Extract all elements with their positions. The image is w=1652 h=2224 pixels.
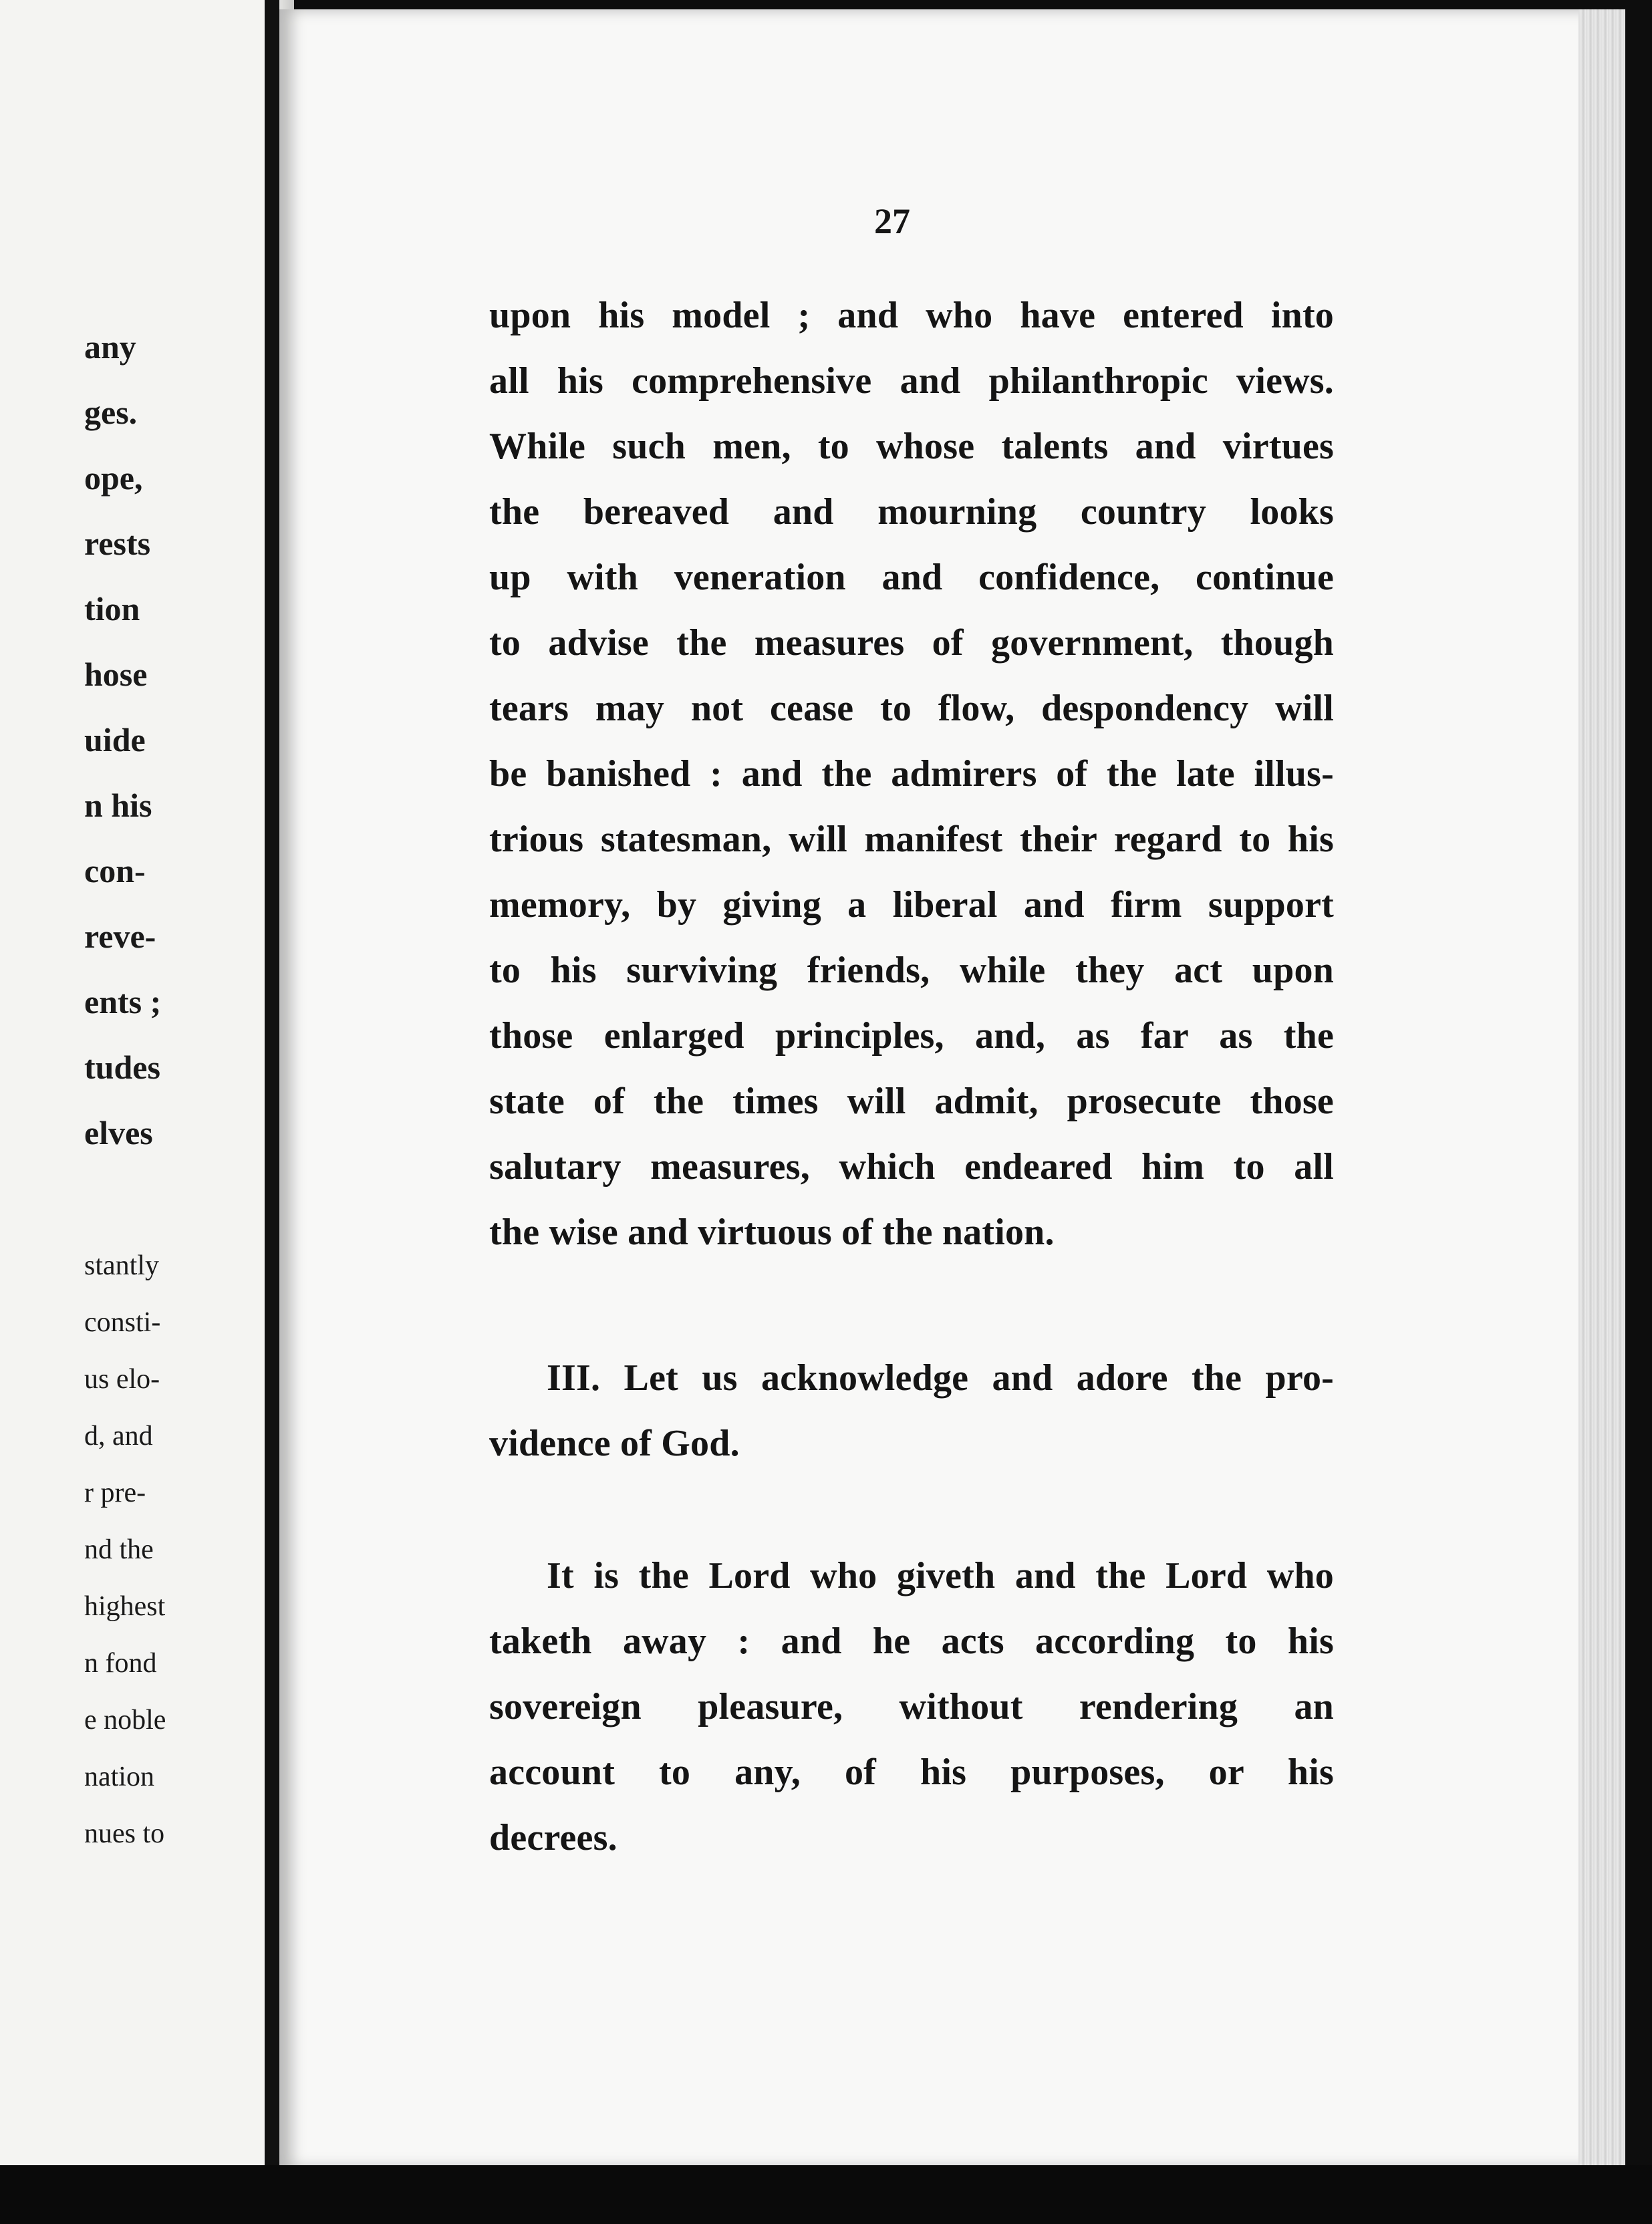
left-page-line: con- [84,852,146,889]
left-page-line: highest [84,1591,166,1622]
body-line: salutary measures, which endeared him to all [489,1146,1334,1188]
page-edges [1578,9,1625,2168]
left-page-line: tion [84,590,140,628]
book-gutter [265,0,279,2172]
body-line: tears may not cease to flow, despondency will [489,688,1334,729]
left-page-line: nation [84,1762,154,1792]
body-line: trious statesman, will manifest their regard to his [489,819,1334,860]
left-page-line: r pre- [84,1478,146,1508]
left-page-line: stantly [84,1250,159,1281]
left-page-line: nd the [84,1534,154,1565]
body-line: taketh away : and he acts according to his [489,1621,1334,1662]
body-line: to advise the measures of government, though [489,622,1334,664]
scan-background [0,2165,1652,2224]
left-page-line: ges. [84,394,138,431]
body-line: It is the Lord who giveth and the Lord who [547,1555,1334,1596]
body-line: memory, by giving a liberal and firm support [489,884,1334,926]
left-page-line: d, and [84,1421,153,1451]
body-line: the bereaved and mourning country looks [489,491,1334,533]
left-page-line: e noble [84,1705,166,1735]
left-page-line: us elo- [84,1364,160,1395]
body-line: be banished : and the admirers of the late illus- [489,753,1334,795]
left-page-line: reve- [84,918,156,955]
left-page-line: any [84,328,136,366]
body-line: upon his model ; and who have entered into [489,295,1334,336]
body-line: state of the times will admit, prosecute those [489,1081,1334,1122]
left-page-line: hose [84,656,148,693]
body-line: account to any, of his purposes, or his [489,1752,1334,1793]
left-page-line: nues to [84,1818,165,1849]
section-heading-line: vidence of God. [489,1423,740,1464]
page-number: 27 [874,201,910,241]
body-line: the wise and virtuous of the nation. [489,1212,1055,1253]
body-line: While such men, to whose talents and virtues [489,426,1334,467]
left-page-line: elves [84,1114,153,1151]
previous-page-fragment [0,0,294,2165]
left-page-line: tudes [84,1049,160,1086]
left-page-line: n his [84,787,152,824]
left-page-line: rests [84,525,151,562]
body-line: decrees. [489,1817,617,1858]
left-page-line: ope, [84,459,143,497]
body-line: to his surviving friends, while they act upon [489,950,1334,991]
left-page-line: uide [84,721,146,758]
left-page-line: ents ; [84,983,162,1020]
body-line: sovereign pleasure, without rendering an [489,1686,1334,1727]
body-line: all his comprehensive and philanthropic views. [489,360,1334,402]
left-page-line: consti- [84,1307,161,1338]
left-page-line: n fond [84,1648,157,1679]
body-line: up with veneration and confidence, continue [489,557,1334,598]
body-line: those enlarged principles, and, as far as the [489,1015,1334,1057]
section-heading-line: III. Let us acknowledge and adore the pro- [547,1357,1334,1399]
